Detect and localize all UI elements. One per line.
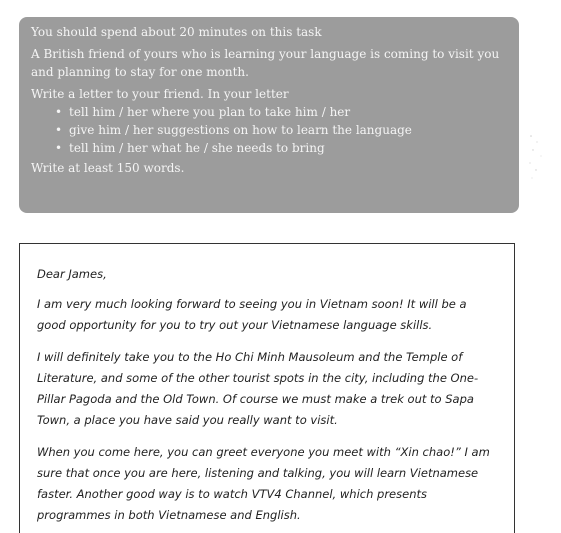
letter-salutation: Dear James,: [37, 267, 107, 281]
letter-paragraph: When you come here, you can greet everyone you meet with “Xin chao!” I am sure that once you are here, listening and talking, you will learn Vietnamese faster. Another good way is to watch VTV4 Channel, which presents programmes in both Vietnamese and English.: [37, 445, 490, 522]
task-instruction: Write a letter to your friend. In your letter: [31, 87, 289, 101]
task-box: [19, 17, 519, 213]
task-bullet-text: give him / her suggestions on how to learn the language: [69, 123, 412, 137]
task-bullet-text: tell him / her where you plan to take him / her: [69, 105, 351, 119]
bullet-icon: •: [55, 123, 63, 137]
bullet-icon: •: [55, 141, 63, 155]
task-bullet-item: [55, 121, 509, 139]
bullet-icon: •: [55, 105, 63, 119]
scan-speckle: [527, 130, 557, 190]
task-time-note: You should spend about 20 minutes on this task: [31, 25, 322, 39]
task-bullet-list: [31, 103, 509, 157]
task-bullet-item: [55, 139, 509, 157]
task-bullet-text: tell him / her what he / she needs to bring: [69, 141, 325, 155]
letter-paragraph: I am very much looking forward to seeing you in Vietnam soon! It will be a good opportunity for you to try out your Vietnamese language skills.: [37, 297, 467, 332]
task-word-count: Write at least 150 words.: [31, 161, 185, 175]
task-bullet-item: [55, 103, 509, 121]
task-intro: A British friend of yours who is learning your language is coming to visit you and planning to stay for one month.: [31, 47, 500, 79]
letter-box: [19, 243, 515, 533]
letter-paragraph: I will definitely take you to the Ho Chi Minh Mausoleum and the Temple of Literature, and some of the other tourist spots in the city, including the One-Pillar Pagoda and the Old Town. Of course we must make a trek out to Sapa Town, a place you have said you really want to visit.: [37, 350, 479, 427]
